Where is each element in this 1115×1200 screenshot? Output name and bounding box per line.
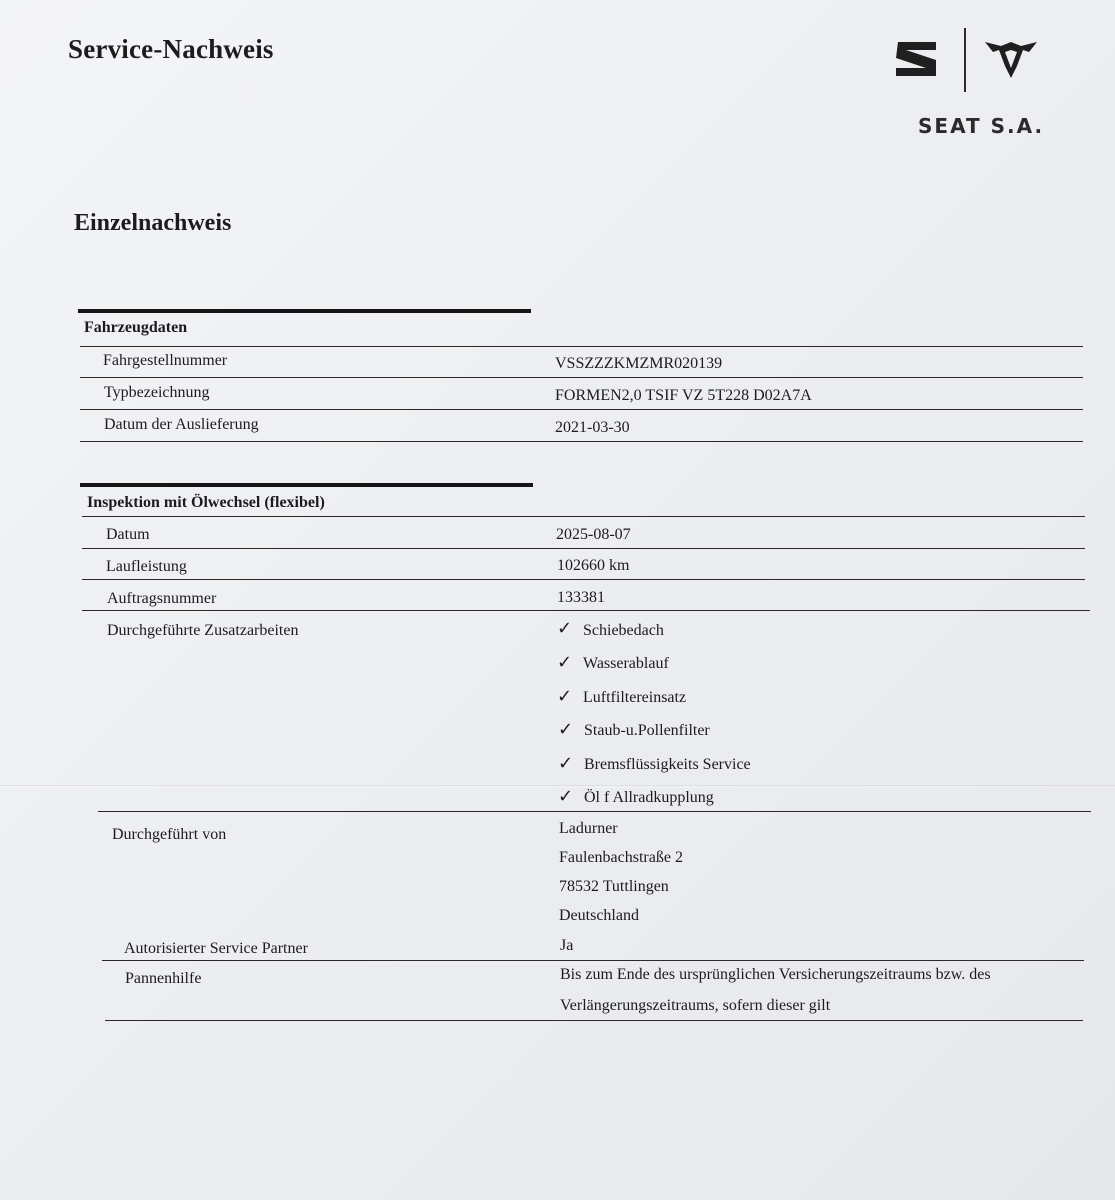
label-type: Typbezeichnung	[104, 384, 210, 401]
label-breakdown-assistance: Pannenhilfe	[125, 970, 202, 987]
brand-logos	[888, 26, 1048, 136]
label-order-number: Auftragsnummer	[107, 590, 217, 607]
extra-work-item: Schiebedach	[583, 622, 664, 639]
check-icon: ✓	[558, 786, 574, 807]
extra-work-item: Öl f Allradkupplung	[584, 789, 714, 806]
value-date: 2025-08-07	[556, 526, 631, 543]
label-performed-by: Durchgeführt von	[112, 826, 227, 843]
performed-by-line: Deutschland	[559, 907, 639, 924]
logo-separator	[964, 28, 966, 92]
breakdown-line: Verlängerungszeitraums, sofern dieser gilt	[560, 997, 831, 1014]
group-title-vehicle: Fahrzeugdaten	[84, 319, 188, 336]
check-icon: ✓	[558, 753, 574, 774]
row-divider	[82, 579, 1085, 580]
row-divider	[105, 1020, 1083, 1021]
value-authorized-partner: Ja	[560, 937, 574, 954]
check-icon: ✓	[557, 686, 573, 707]
value-vin: VSSZZZKMZMR020139	[555, 355, 723, 372]
section-title: Einzelnachweis	[74, 210, 232, 236]
row-divider	[98, 811, 1091, 812]
cupra-logo-icon	[983, 38, 1039, 82]
extra-work-item: Wasserablauf	[583, 655, 669, 672]
value-delivery-date: 2021-03-30	[555, 419, 630, 436]
row-divider	[82, 516, 1085, 517]
breakdown-line: Bis zum Ende des ursprünglichen Versicherungszeitraums bzw. des	[560, 966, 991, 983]
row-divider	[80, 377, 1083, 378]
label-vin: Fahrgestellnummer	[103, 352, 228, 369]
brand-name: SEAT S.A.	[918, 114, 1045, 138]
group-title-inspection: Inspektion mit Ölwechsel (flexibel)	[87, 494, 325, 511]
label-authorized-partner: Autorisierter Service Partner	[124, 940, 308, 957]
seat-logo-icon	[892, 38, 940, 80]
performed-by-line: Ladurner	[559, 820, 618, 837]
row-divider	[82, 548, 1085, 549]
label-mileage: Laufleistung	[106, 558, 187, 575]
label-date: Datum	[106, 526, 150, 543]
section-rule	[78, 309, 531, 313]
extra-work-item: Staub-u.Pollenfilter	[584, 722, 710, 739]
value-order-number: 133381	[557, 589, 605, 606]
check-icon: ✓	[558, 719, 574, 740]
row-divider	[102, 960, 1084, 961]
performed-by-line: Faulenbachstraße 2	[559, 849, 683, 866]
row-divider	[80, 346, 1083, 347]
label-extra-work: Durchgeführte Zusatzarbeiten	[107, 622, 299, 639]
row-divider	[80, 441, 1083, 442]
document-title: Service-Nachweis	[68, 34, 274, 64]
label-delivery-date: Datum der Auslieferung	[104, 416, 259, 433]
row-divider	[80, 409, 1083, 410]
section-rule	[80, 483, 533, 487]
performed-by-line: 78532 Tuttlingen	[559, 878, 669, 895]
row-divider	[82, 610, 1090, 611]
extra-work-item: Luftfiltereinsatz	[583, 689, 687, 706]
check-icon: ✓	[557, 652, 573, 673]
check-icon: ✓	[557, 618, 573, 639]
extra-work-item: Bremsflüssigkeits Service	[584, 756, 751, 773]
value-mileage: 102660 km	[557, 557, 630, 574]
value-type: FORMEN2,0 TSIF VZ 5T228 D02A7A	[555, 387, 812, 404]
